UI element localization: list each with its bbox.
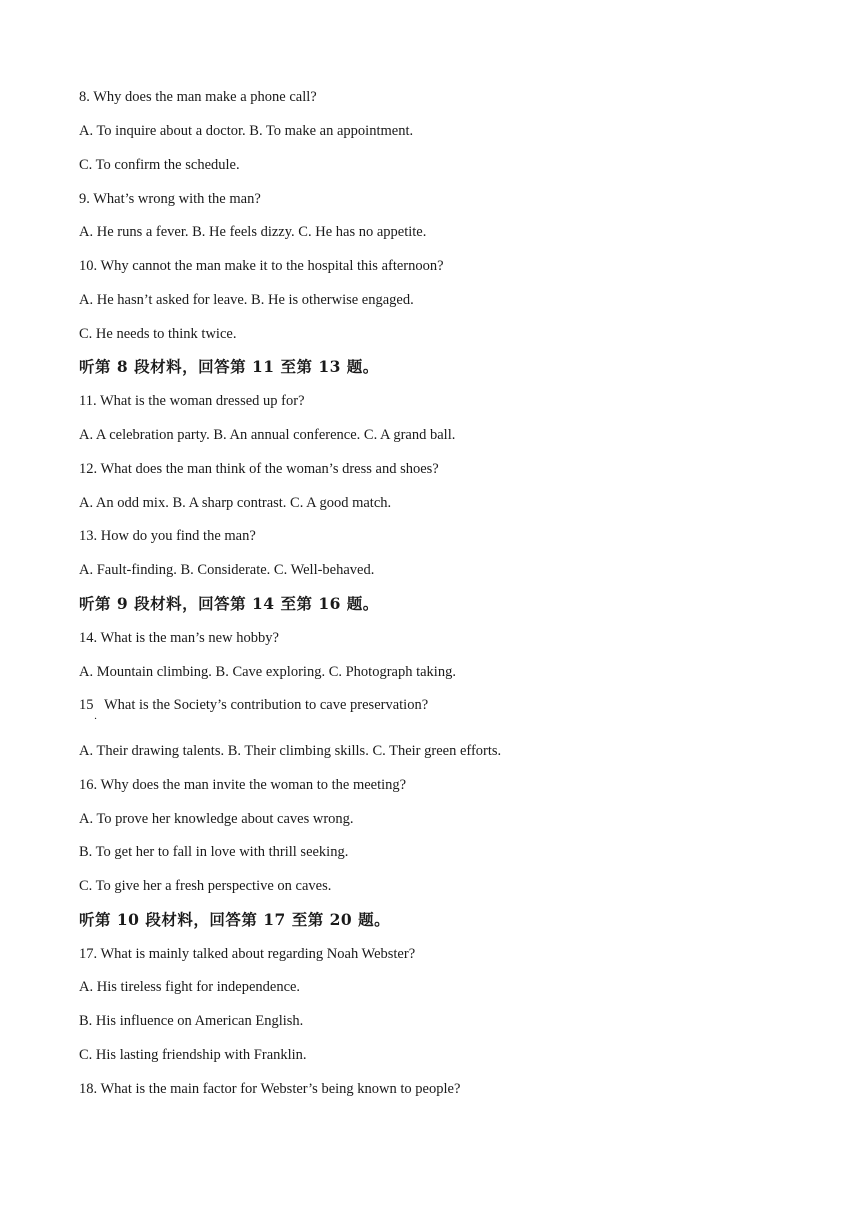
options-16-c: C. To give her a fresh perspective on caves. — [79, 878, 332, 894]
options-14: A. Mountain climbing. B. Cave exploring. C. Photograph taking. — [79, 664, 456, 680]
options-9: A. He runs a fever. B. He feels dizzy. C. He has no appetite. — [79, 224, 427, 240]
question-15 — [79, 696, 428, 714]
question-13: 13. How do you find the man? — [79, 528, 256, 544]
options-11: A. A celebration party. B. An annual conference. C. A grand ball. — [79, 427, 456, 443]
section-heading-9: 听第 9 段材料，回答第 14 至第 16 题。 — [79, 594, 379, 613]
section-heading-8: 听第 8 段材料，回答第 11 至第 13 题。 — [79, 357, 379, 376]
options-12: A. An odd mix. B. A sharp contrast. C. A good match. — [79, 495, 392, 511]
options-8-c: C. To confirm the schedule. — [79, 157, 240, 173]
options-16-a: A. To prove her knowledge about caves wrong. — [79, 811, 354, 827]
options-17-c: C. His lasting friendship with Franklin. — [79, 1047, 307, 1063]
question-15-number: 15 — [79, 697, 94, 713]
question-15-text: What is the Society’s contribution to cave preservation? — [104, 697, 429, 713]
question-12: 12. What does the man think of the woman’s dress and shoes? — [79, 461, 439, 477]
question-10: 10. Why cannot the man make it to the hospital this afternoon? — [79, 258, 444, 274]
question-17: 17. What is mainly talked about regarding Noah Webster? — [79, 946, 416, 962]
question-15-mark: ． — [94, 711, 104, 722]
options-16-b: B. To get her to fall in love with thrill seeking. — [79, 844, 349, 860]
options-13: A. Fault-finding. B. Considerate. C. Well-behaved. — [79, 562, 375, 578]
options-15: A. Their drawing talents. B. Their climbing skills. C. Their green efforts. — [79, 743, 502, 759]
question-11: 11. What is the woman dressed up for? — [79, 393, 305, 409]
options-17-b: B. His influence on American English. — [79, 1013, 304, 1029]
options-17-a: A. His tireless fight for independence. — [79, 979, 301, 995]
question-9: 9. What’s wrong with the man? — [79, 191, 261, 207]
question-14: 14. What is the man’s new hobby? — [79, 630, 279, 646]
options-10-c: C. He needs to think twice. — [79, 326, 237, 342]
options-8-ab: A. To inquire about a doctor. B. To make an appointment. — [79, 123, 414, 139]
options-10-ab: A. He hasn’t asked for leave. B. He is otherwise engaged. — [79, 292, 414, 308]
section-heading-10: 听第 10 段材料，回答第 17 至第 20 题。 — [79, 910, 391, 929]
question-18: 18. What is the main factor for Webster’s being known to people? — [79, 1081, 461, 1097]
question-8: 8. Why does the man make a phone call? — [79, 89, 317, 105]
question-16: 16. Why does the man invite the woman to the meeting? — [79, 777, 407, 793]
